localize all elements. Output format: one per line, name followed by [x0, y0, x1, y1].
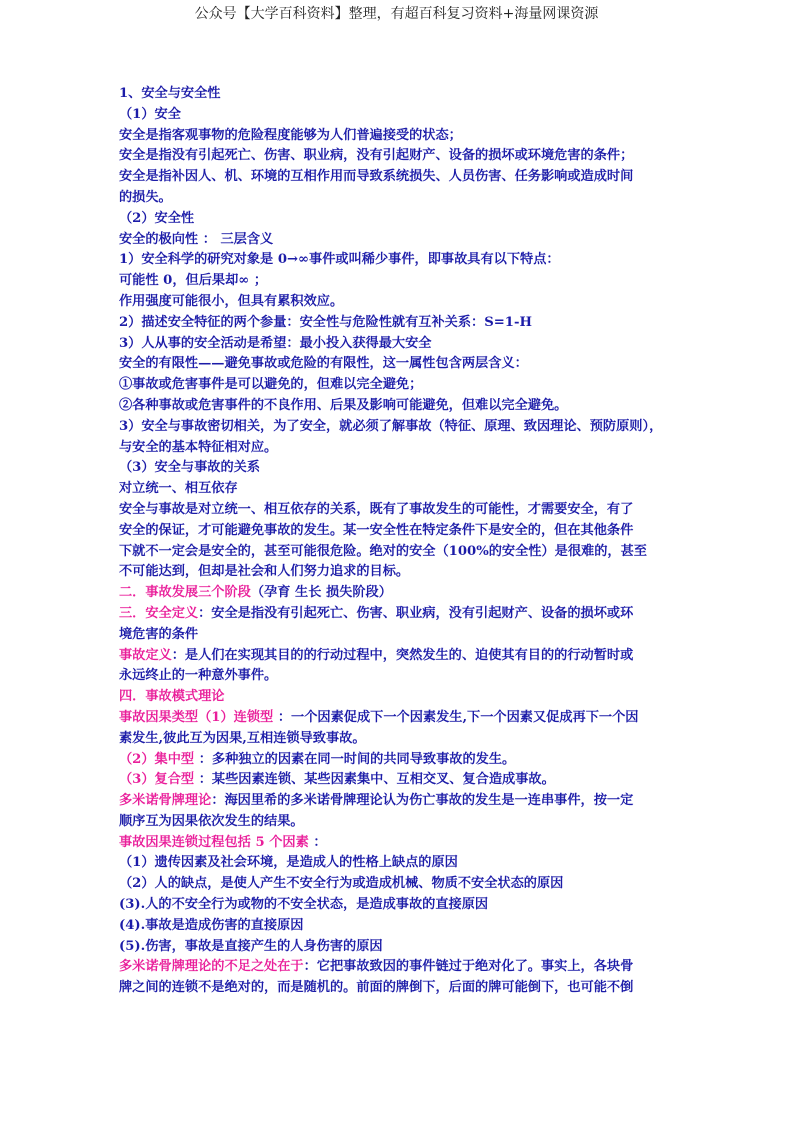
text-line [119, 271, 679, 292]
highlight-heading: 事故因果类型（1）连锁型 [119, 709, 274, 725]
line-text: ：它把事故致因的事件链过于绝对化了。事实上，各块骨 [303, 959, 634, 975]
text-line [119, 812, 679, 833]
text-line [119, 84, 679, 105]
line-text: 的损失。 [119, 189, 172, 205]
document-body [119, 84, 679, 999]
text-line [119, 708, 679, 729]
highlight-heading: 四．事故模式理论 [119, 689, 225, 705]
line-text: ②各种事故或危害事件的不良作用、后果及影响可能避免，但难以完全避免。 [119, 397, 568, 413]
text-line [119, 313, 679, 334]
text-line [119, 500, 679, 521]
text-line [119, 354, 679, 375]
highlight-heading: 二．事故发展三个阶段 [119, 585, 251, 601]
line-text: 1、安全与安全性 [119, 86, 221, 101]
text-line [119, 334, 679, 355]
text-line [119, 417, 679, 438]
line-text: (3).人的不安全行为或物的不安全状态，是造成事故的直接原因 [119, 897, 489, 913]
text-line [119, 292, 679, 313]
text-line [119, 687, 679, 708]
text-line [119, 853, 679, 874]
line-text: 安全是指没有引起死亡、伤害、职业病，没有引起财产、设备的损坏或环境危害的条件； [119, 148, 634, 164]
text-line [119, 105, 679, 126]
highlight-heading: 事故定义 [119, 647, 172, 663]
line-text: （1）遗传因素及社会环境，是造成人的性格上缺点的原因 [119, 855, 458, 871]
text-line [119, 126, 679, 147]
text-line [119, 625, 679, 646]
text-line [119, 396, 679, 417]
text-line [119, 230, 679, 251]
line-text: ①事故或危害事件是可以避免的，但难以完全避免； [119, 377, 423, 393]
text-line [119, 167, 679, 188]
text-line [119, 916, 679, 937]
text-line [119, 874, 679, 895]
text-line [119, 666, 679, 687]
highlight-heading: 多米诺骨牌理论 [119, 793, 212, 809]
line-text: 安全的有限性——避免事故或危险的有限性，这一属性包含两层含义： [119, 356, 528, 372]
text-line [119, 833, 679, 854]
line-text: 安全与事故是对立统一、相互依存的关系，既有了事故发生的可能性，才需要安全，有了 [119, 501, 634, 517]
line-text: ：安全是指没有引起死亡、伤害、职业病，没有引起财产、设备的损坏或环 [198, 605, 634, 621]
text-line [119, 646, 679, 667]
line-text: 素发生,彼此互为因果,互相连锁导致事故。 [119, 730, 366, 746]
text-line [119, 188, 679, 209]
text-line [119, 729, 679, 750]
line-text: ：一个因素促成下一个因素发生,下一个因素又促成再下一个因 [273, 709, 639, 725]
line-text: ：多种独立的因素在同一时间的共同导致事故的发生。 [194, 751, 516, 767]
line-text: 与安全的基本特征相对应。 [119, 439, 278, 455]
highlight-heading: 事故因果连锁过程包括 5 个因素 [119, 834, 309, 850]
highlight-heading: 三．安全定义 [119, 605, 199, 621]
line-text: 3）人从事的安全活动是希望：最小投入获得最大安全 [119, 335, 432, 351]
line-text: （2）人的缺点，是使人产生不安全行为或造成机械、物质不安全状态的原因 [119, 876, 564, 892]
line-text: 作用强度可能很小，但具有累积效应。 [119, 293, 344, 309]
line-text: 永远终止的一种意外事件。 [119, 668, 278, 684]
text-line [119, 458, 679, 479]
text-line [119, 895, 679, 916]
line-text: （1）安全 [119, 106, 181, 122]
line-text: 对立统一、相互依存 [119, 481, 238, 497]
line-text: 下就不一定会是安全的，甚至可能很危险。绝对的安全（100%的安全性）是很难的，甚至 [119, 543, 647, 559]
line-text: （2）安全性 [119, 210, 195, 226]
line-text: （孕育 生长 损失阶段） [250, 585, 392, 601]
line-text: (5).伤害，事故是直接产生的人身伤害的原因 [119, 938, 383, 954]
line-text: 3）安全与事故密切相关，为了安全，就必须了解事故（特征、原理、致因理论、预防原则）， [119, 418, 663, 434]
text-line [119, 375, 679, 396]
line-text: (4).事故是造成伤害的直接原因 [119, 917, 304, 933]
line-text: ：是人们在实现其目的的行动过程中，突然发生的、迫使其有目的的行动暂时或 [171, 647, 634, 663]
text-line [119, 791, 679, 812]
line-text: ：海因里希的多米诺骨牌理论认为伤亡事故的发生是一连串事件，按一定 [211, 793, 634, 809]
text-line [119, 957, 679, 978]
text-line [119, 770, 679, 791]
text-line [119, 562, 679, 583]
text-line [119, 438, 679, 459]
page-header: 公众号【大学百科资料】整理，有超百科复习资料+海量网课资源 [194, 6, 599, 22]
line-text: 可能性 0，但后果却∞ ； [119, 273, 268, 289]
text-line [119, 604, 679, 625]
text-line [119, 542, 679, 563]
text-line [119, 583, 679, 604]
highlight-heading: （2）集中型 [119, 751, 195, 767]
highlight-heading: 多米诺骨牌理论的不足之处在于 [119, 959, 304, 975]
line-text: 安全是指补因人、机、环境的互相作用而导致系统损失、人员伤害、任务影响或造成时间 [119, 169, 634, 185]
line-text: 境危害的条件 [119, 626, 199, 642]
highlight-heading: （3）复合型 [119, 772, 195, 788]
line-text: 1）安全科学的研究对象是 0→∞事件或叫稀少事件，即事故具有以下特点： [119, 252, 560, 268]
text-line [119, 521, 679, 542]
line-text: 安全是指客观事物的危险程度能够为人们普遍接受的状态； [119, 127, 462, 143]
line-text: ：某些因素连锁、某些因素集中、互相交叉、复合造成事故。 [194, 772, 555, 788]
line-text: （3）安全与事故的关系 [119, 460, 261, 476]
line-text: 安全的极向性 ： 三层含义 [119, 231, 274, 247]
text-line [119, 750, 679, 771]
text-line [119, 479, 679, 500]
text-line [119, 250, 679, 271]
text-line [119, 937, 679, 958]
text-line [119, 146, 679, 167]
line-text: 牌之间的连锁不是绝对的，而是随机的。前面的牌倒下，后面的牌可能倒下，也可能不倒 [119, 980, 634, 996]
text-line [119, 978, 679, 999]
line-text: 安全的保证，才可能避免事故的发生。某一安全性在特定条件下是安全的，但在其他条件 [119, 522, 634, 538]
text-line [119, 209, 679, 230]
line-text: 2）描述安全特征的两个参量：安全性与危险性就有互补关系：S=1-H [119, 314, 532, 330]
line-text: 不可能达到，但却是社会和人们努力追求的目标。 [119, 564, 410, 580]
line-text: 顺序互为因果依次发生的结果。 [119, 813, 304, 829]
line-text: ： [308, 834, 327, 850]
